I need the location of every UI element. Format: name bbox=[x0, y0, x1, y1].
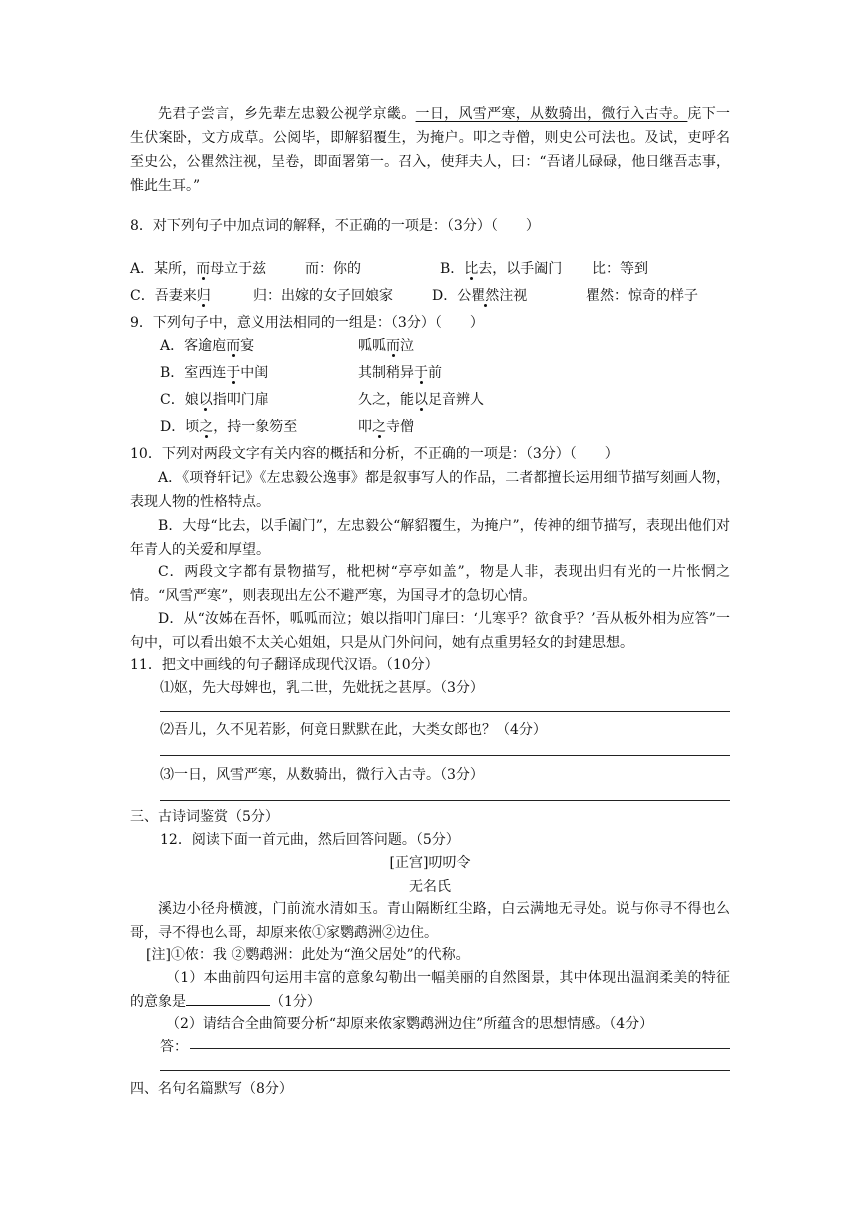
q8-option-d-explanation: 瞿然：惊奇的样子 bbox=[586, 288, 698, 304]
q9-option-c-right: 久之，能以足音辨人 bbox=[358, 392, 484, 408]
emphasis-dot-word: 瞿然 bbox=[471, 288, 500, 304]
classical-passage bbox=[130, 102, 730, 198]
q10-option-a: A．《项脊轩记》《左忠毅公逸事》都是叙事写人的作品，二者都擅长运用细节描写刻画人物，表现人物的性格特点。 bbox=[130, 470, 730, 510]
answer-line[interactable] bbox=[160, 1070, 730, 1071]
answer-label: 答： bbox=[160, 1039, 188, 1055]
q9-option-a-left: A．客逾庖而宴 bbox=[160, 338, 255, 354]
q11-sentence-2: ⑵吾儿，久不见若影，何竟日默默在此，大类女郎也？（4分） bbox=[160, 722, 547, 738]
q8-option-b: B．比去，以手阖门 bbox=[440, 261, 563, 277]
emphasis-dot-word: 比 bbox=[464, 261, 479, 277]
poem-note: [注]①侬：我 ②鹦鹉洲：此处为“渔父居处”的代称。 bbox=[146, 947, 470, 963]
answer-line[interactable] bbox=[160, 711, 730, 712]
q12-sub-2: （2）请结合全曲简要分析“却原来侬家鹦鹉洲边住”所蕴含的思想情感。（4分） bbox=[166, 1016, 654, 1032]
poem-title: [正宫]叨叨令 bbox=[389, 855, 471, 871]
q10-option-b: B．大母“比去，以手阖门”，左忠毅公“解貂覆生，为掩户”，传神的细节描写，表现出他们对年青人的关爱和厚望。 bbox=[130, 518, 730, 558]
section-4-heading: 四、名句名篇默写（8分） bbox=[130, 1081, 293, 1097]
q12-sub-1: （1）本曲前四句运用丰富的意象勾勒出一幅美丽的自然图景，其中体现出温润柔美的特征的意象是 （1分） bbox=[130, 970, 730, 1010]
section-3-heading: 三、古诗词鉴赏（5分） bbox=[130, 809, 279, 825]
q9-option-b-right: 其制稍异于前 bbox=[358, 365, 442, 381]
poem-text: 溪边小径舟横渡，门前流水清如玉。青山隔断红尘路，白云满地无寻处。说与你寻不得也么哥，寻不得也么哥，却原来侬①家鹦鹉洲②边住。 bbox=[130, 901, 730, 941]
q8-option-c: C．吾妻来归 bbox=[130, 288, 211, 304]
q9-option-d-left: D．顷之，持一象笏至 bbox=[160, 419, 298, 435]
q10-option-d: D．从“汝姊在吾怀，呱呱而泣；娘以指叩门扉曰：‘儿寒乎？欲食乎？’吾从板外相为应答”一句中，可以看出娘不太关心姐姐，只是从门外问问，她有点重男轻女的封建思想。 bbox=[130, 611, 730, 651]
q8-option-c-explanation: 归：出嫁的女子回娘家 bbox=[253, 288, 393, 304]
question-11-stem: 11．把文中画线的句子翻译成现代汉语。（10分） bbox=[130, 657, 439, 673]
question-8-stem: 8．对下列句子中加点词的解释，不正确的一项是：（3分）（ ） bbox=[130, 218, 540, 234]
q8-option-d: D．公瞿然注视 bbox=[432, 288, 528, 304]
question-9-stem: 9．下列句子中，意义用法相同的一组是：（3分）（ ） bbox=[130, 315, 484, 331]
q9-option-c-left: C．娘以指叩门扉 bbox=[160, 392, 269, 408]
q9-option-a-right: 呱呱而泣 bbox=[358, 338, 414, 354]
passage-text-2: 庑下一生伏案卧，文方成草。公阅毕，即解貂覆生，为掩户。叩之寺僧，则史公可法也。及试，吏呼名至史公，公瞿然注视，呈卷，即面署第一。召入，使拜夫人，曰：“吾诸儿碌碌，他日继吾志事，惟此生耳。” bbox=[130, 106, 731, 194]
emphasis-dot-word: 而 bbox=[196, 261, 211, 277]
q8-option-b-explanation: 比：等到 bbox=[592, 261, 648, 277]
poem-author: 无名氏 bbox=[409, 879, 451, 895]
q8-option-a-explanation: 而：你的 bbox=[305, 261, 361, 277]
passage-text-1: 先君子尝言，乡先辈左忠毅公视学京畿。 bbox=[158, 106, 416, 122]
answer-line[interactable] bbox=[160, 800, 730, 801]
q9-option-d-right: 叩之寺僧 bbox=[358, 419, 414, 435]
q10-option-c: C．两段文字都有景物描写，枇杷树“亭亭如盖”，物是人非，表现出归有光的一片怅惘之情。“风雪严寒”，则表现出左公不避严寒，为国寻才的急切心情。 bbox=[130, 564, 730, 604]
emphasis-dot-word: 归 bbox=[196, 288, 211, 304]
q11-sentence-1: ⑴妪，先大母婢也，乳二世，先妣抚之甚厚。（3分） bbox=[160, 680, 484, 696]
fill-blank[interactable] bbox=[186, 991, 270, 1006]
question-10-stem: 10．下列对两段文字有关内容的概括和分析，不正确的一项是：（3分）（ ） bbox=[130, 446, 619, 462]
q9-option-b-left: B．室西连于中闺 bbox=[160, 365, 269, 381]
underlined-sentence: 一日，风雪严寒，从数骑出，微行入古寺。 bbox=[415, 106, 688, 122]
q11-sentence-3: ⑶一日，风雪严寒，从数骑出，微行入古寺。（3分） bbox=[160, 767, 484, 783]
answer-line[interactable] bbox=[190, 1048, 730, 1049]
q8-option-a: A．某所，而母立于兹 bbox=[130, 261, 267, 277]
answer-line[interactable] bbox=[160, 755, 730, 756]
question-12-stem: 12．阅读下面一首元曲，然后回答问题。（5分） bbox=[160, 832, 460, 848]
